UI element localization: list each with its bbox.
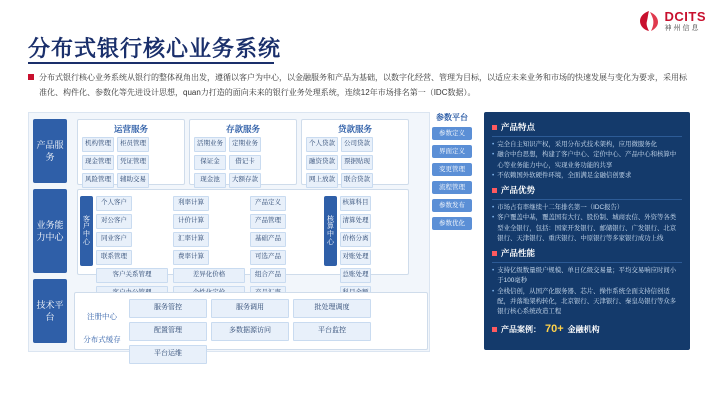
section-bullet-icon xyxy=(492,251,497,256)
section-item: 全栈信创，从国产化服务器、芯片、操作系统全面支持信创适配，并落地架构转化，北京银行、天津银行、秦皇岛银行等众多银行核心系统改造工程 xyxy=(497,287,677,315)
platform-button-publish[interactable]: 参数发布 xyxy=(432,199,472,212)
case-label: 产品案例： xyxy=(501,324,541,334)
section-item: 融合中台思想，构建了客户中心、定价中心、产品中心和核算中心等业务能力中心，实现业务功能的共享 xyxy=(497,151,677,169)
cell-item[interactable]: 对公客户 xyxy=(96,214,132,229)
page-title: 分布式银行核心业务系统 xyxy=(28,36,282,61)
platform-button-optimize[interactable]: 参数优化 xyxy=(432,217,472,230)
group-operation-service xyxy=(77,119,185,185)
tech-cell-grid xyxy=(129,299,421,364)
section-divider xyxy=(492,199,682,200)
group-title: 运营服务 xyxy=(113,124,148,134)
cell-item[interactable]: 保证金 xyxy=(194,155,226,170)
section-divider xyxy=(492,136,682,137)
section-product-advantages: 产品优势 • 市场占有率继续十二年排名第一（IDC报告） • 客户覆盖中基，覆盖国有大行、股份制、城商农信、外资等各类型业全银行，包括：国家开发银行、邮储银行、广发银行、北京银行、天津银行、重庆银行、中原银行等多家银行成功上线 xyxy=(492,184,682,244)
case-suffix: 金融机构 xyxy=(567,324,600,334)
brand-logo xyxy=(638,10,707,32)
cell-item[interactable]: 对账处理 xyxy=(340,250,371,265)
section-product-performance: 产品性能 • 支持亿级数量级户规模、单日亿级交易量；平均交易响应时间小于100毫秒 • 全栈信创，从国产化服务器、芯片、操作系统全面支持信创适配，并落地架构转化，北京银行、天津银行、秦皇岛银行等众多银行核心系统改造工程 xyxy=(492,247,682,317)
cell-item[interactable]: 辅助交易 xyxy=(117,173,149,188)
title-underline xyxy=(28,62,274,64)
cell-item[interactable]: 产品管理 xyxy=(250,214,286,229)
cell-item[interactable]: 风险管理 xyxy=(82,173,114,188)
brand-name-cn: 神州信息 xyxy=(664,25,701,32)
cell-item[interactable]: 总账处理 xyxy=(340,268,371,283)
tech-cell[interactable]: 批处理调度 xyxy=(293,299,371,318)
cell-item[interactable]: 融资贷款 xyxy=(306,155,338,170)
cell-item[interactable]: 凭证管理 xyxy=(117,155,149,170)
platform-button-define[interactable]: 参数定义 xyxy=(432,127,472,140)
section-title: 产品优势 xyxy=(501,185,536,195)
cell-item[interactable]: 定期业务 xyxy=(229,137,261,152)
vlabel-accounting-center: 核算中心 xyxy=(324,196,337,266)
tech-registry-labels xyxy=(81,311,123,345)
section-item: 支持亿级数量级户规模、单日亿级交易量；平均交易响应时间小于100毫秒 xyxy=(497,267,677,285)
cell-item[interactable]: 现金池 xyxy=(194,173,226,188)
section-title: 产品特点 xyxy=(501,122,536,132)
cell-item[interactable]: 差异化价格 xyxy=(173,268,245,283)
section-item: 客户覆盖中基，覆盖国有大行、股份制、城商农信、外资等各类型业全银行，包括：国家开发银行、邮储银行、广发银行、北京银行、天津银行、重庆银行、中原银行等多家银行成功上线 xyxy=(497,214,677,242)
cell-item[interactable]: 联合贷款 xyxy=(341,173,373,188)
brand-name-en: DCITS xyxy=(664,9,706,24)
cell-item[interactable]: 大额存款 xyxy=(229,173,261,188)
layer-band-capability-center: 业务能力中心 xyxy=(33,189,67,273)
group-deposit-service xyxy=(189,119,297,185)
cell-item[interactable]: 核算科目 xyxy=(340,196,371,211)
section-item: 市场占有率继续十二年排名第一（IDC报告） xyxy=(497,204,624,211)
dcits-logo-icon xyxy=(638,10,660,32)
group-title: 贷款服务 xyxy=(337,124,372,134)
group-title: 存款服务 xyxy=(225,124,260,134)
cell-item[interactable]: 个人客户 xyxy=(96,196,132,211)
cell-item[interactable]: 费率计算 xyxy=(173,250,209,265)
parameter-platform-title: 参数平台 xyxy=(436,113,468,122)
cell-item[interactable]: 价格分离 xyxy=(340,232,371,247)
section-item: 完全自主知识产权，采用分布式技术架构，应用微服务化 xyxy=(497,141,658,148)
cell-item[interactable]: 网上放款 xyxy=(306,173,338,188)
tech-cell[interactable]: 配置管理 xyxy=(129,322,207,341)
cell-item[interactable]: 活期业务 xyxy=(194,137,226,152)
section-title: 产品性能 xyxy=(501,248,536,258)
capability-column-product xyxy=(250,196,322,301)
cell-item[interactable]: 利率计算 xyxy=(173,196,209,211)
group-capability-center xyxy=(77,189,409,278)
cell-item[interactable]: 票据贴现 xyxy=(341,155,373,170)
case-highlight xyxy=(492,323,682,335)
cell-item[interactable]: 组合产品 xyxy=(250,268,286,283)
layer-band-tech-platform: 技术平台 xyxy=(33,279,67,343)
tech-cell[interactable]: 服务管控 xyxy=(129,299,207,318)
cell-item[interactable]: 柜员管理 xyxy=(117,137,149,152)
bullet-square-icon xyxy=(28,74,34,80)
cell-item[interactable]: 个人贷款 xyxy=(306,137,338,152)
right-info-panel xyxy=(484,112,690,350)
tech-cell[interactable]: 服务调用 xyxy=(211,299,289,318)
cell-item[interactable]: 可选产品 xyxy=(250,250,286,265)
tech-label-cache: 分布式缓存 xyxy=(83,335,121,344)
platform-button-ui-define[interactable]: 界面定义 xyxy=(432,145,472,158)
layer-band-column xyxy=(29,113,71,351)
cell-item[interactable]: 基础产品 xyxy=(250,232,286,247)
cell-item[interactable]: 清算处理 xyxy=(340,214,371,229)
platform-button-change[interactable]: 变更管理 xyxy=(432,163,472,176)
cell-item[interactable]: 产品定义 xyxy=(250,196,286,211)
layer-band-product-service: 产品服务 xyxy=(33,119,67,183)
cell-item[interactable]: 公司贷款 xyxy=(341,137,373,152)
platform-button-process[interactable]: 流程管理 xyxy=(432,181,472,194)
vlabel-customer-center: 客户中心 xyxy=(80,196,93,266)
section-divider xyxy=(492,262,682,263)
cell-item[interactable]: 机构管理 xyxy=(82,137,114,152)
tech-cell[interactable]: 平台运维 xyxy=(129,345,207,364)
tech-cell[interactable]: 平台监控 xyxy=(293,322,371,341)
section-item: 不依赖国外软硬件环境，全面满足金融信创要求 xyxy=(497,171,632,179)
cell-item[interactable]: 同业客户 xyxy=(96,232,132,247)
intro-text: 分布式银行核心业务系统从银行的整体视角出发，遵循以客户为中心，以金融服务和产品为基础，以数字化经营、管理为目标，以适应未来业务和市场的快速发展与变化为要求，采用标准化、构件化、参数化等先进设计思想，quan力打造的面向未来的银行业务处理系统，连续12年市场排名第一（IDC数据）。 xyxy=(39,73,687,98)
capability-column-customer xyxy=(96,196,168,301)
parameter-platform xyxy=(432,112,472,235)
case-bullet-icon xyxy=(492,327,497,332)
tech-platform-bar xyxy=(74,292,428,357)
intro-block xyxy=(28,70,688,100)
section-product-features: 产品特点 • 完全自主知识产权，采用分布式技术架构，应用微服务化 • 融合中台思想，构建了客户中心、定价中心、产品中心和核算中心等业务能力中心，实现业务功能的共享 • 不依赖国外软硬件环境，全面满足金融信创要求 xyxy=(492,121,682,181)
cell-item[interactable]: 汇率计算 xyxy=(173,232,209,247)
section-bullet-icon xyxy=(492,188,497,193)
case-number: 70+ xyxy=(545,323,564,336)
group-loan-service xyxy=(301,119,409,185)
tech-label-registry: 注册中心 xyxy=(87,312,117,321)
section-bullet-icon xyxy=(492,125,497,130)
cell-item[interactable]: 计价计算 xyxy=(173,214,209,229)
capability-column-pricing xyxy=(173,196,245,301)
tech-cell[interactable]: 多数据源访问 xyxy=(211,322,289,341)
cell-item[interactable]: 客户关系管理 xyxy=(96,268,168,283)
cell-item[interactable]: 现金管理 xyxy=(82,155,114,170)
cell-item[interactable]: 借记卡 xyxy=(229,155,261,170)
cell-item[interactable]: 联系管理 xyxy=(96,250,132,265)
